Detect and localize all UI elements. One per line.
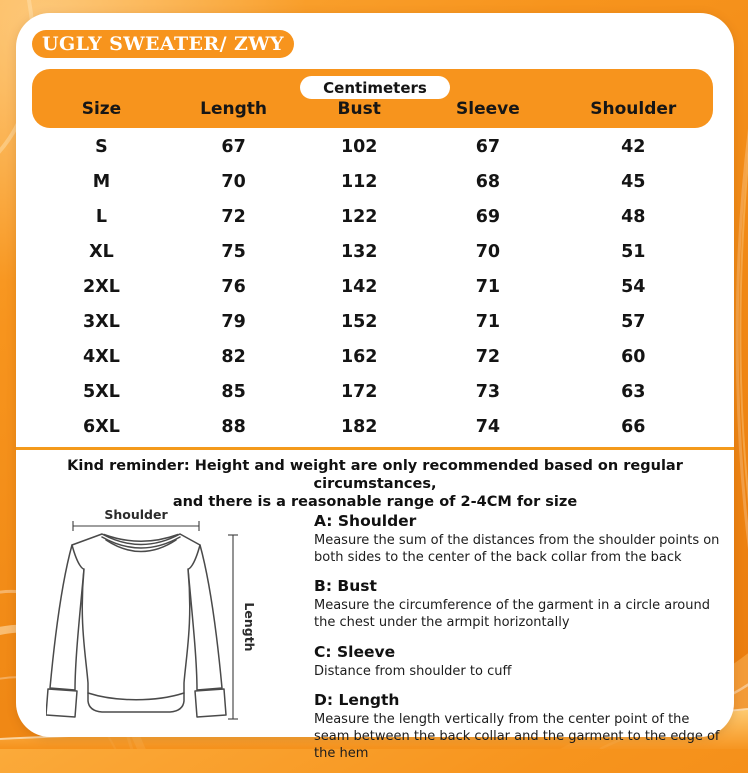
value-cell: 102: [340, 137, 378, 158]
value-cell: 73: [475, 381, 501, 402]
value-cell: 152: [340, 311, 378, 332]
reminder-note: [16, 457, 734, 511]
size-cell: L: [95, 207, 108, 228]
measurement-item: [314, 512, 720, 566]
measurement-heading: A: Shoulder: [314, 512, 417, 530]
measurement-description: Measure the circumference of the garment in a circle around the chest under the armpit horizontally: [314, 598, 710, 631]
table-row: [32, 235, 713, 270]
value-cell: 72: [475, 346, 501, 367]
size-cell: XL: [89, 242, 114, 263]
reminder-line-2: and there is a reasonable range of 2-4CM for size: [172, 494, 578, 510]
sweater-diagram: [46, 507, 302, 735]
value-cell: 63: [621, 381, 646, 402]
table-header: [32, 69, 713, 128]
measurement-description: Measure the length vertically from the center point of the seam between the back collar and the garment to the edge of the hem: [314, 711, 720, 762]
column-header-length: Length: [200, 99, 267, 119]
size-cell: M: [92, 172, 111, 193]
value-cell: 45: [621, 172, 646, 193]
value-cell: 132: [340, 242, 378, 263]
value-cell: 57: [621, 311, 646, 332]
value-cell: 60: [621, 346, 646, 367]
value-cell: 48: [621, 207, 646, 228]
value-cell: 85: [221, 381, 246, 402]
column-header-shoulder: Shoulder: [590, 99, 677, 119]
product-title-pill: [32, 30, 294, 58]
value-cell: 79: [221, 311, 246, 332]
value-cell: 67: [221, 137, 246, 158]
value-cell: 54: [621, 277, 646, 297]
table-row: [32, 165, 713, 200]
value-cell: 66: [621, 416, 646, 437]
table-row: [32, 304, 713, 339]
column-header-sleeve: Sleeve: [456, 99, 520, 119]
unit-badge-label: Centimeters: [323, 78, 427, 97]
measurement-heading: B: Bust: [314, 577, 377, 596]
value-cell: 68: [475, 172, 501, 193]
table-row: [32, 270, 713, 305]
value-cell: 76: [221, 277, 246, 297]
size-cell: 4XL: [83, 346, 120, 367]
column-header-size: Size: [81, 99, 122, 119]
value-cell: 72: [221, 207, 246, 228]
value-cell: 162: [340, 346, 378, 367]
size-cell: 5XL: [83, 381, 120, 402]
size-cell: 6XL: [83, 416, 120, 437]
measurement-description: Distance from shoulder to cuff: [314, 663, 512, 679]
measurement-heading: C: Sleeve: [314, 642, 396, 661]
value-cell: 82: [221, 346, 246, 367]
value-cell: 88: [221, 416, 246, 437]
table-row: [32, 339, 713, 374]
table-row: [32, 200, 713, 235]
value-cell: 172: [340, 381, 378, 402]
column-header-bust: Bust: [337, 99, 381, 119]
value-cell: 75: [221, 242, 246, 263]
value-cell: 70: [221, 172, 246, 193]
table-row: [32, 409, 713, 444]
value-cell: 70: [475, 242, 501, 263]
value-cell: 42: [621, 137, 646, 158]
value-cell: 142: [340, 277, 378, 297]
table-row: [32, 374, 713, 409]
value-cell: 71: [475, 311, 501, 332]
size-cell: 3XL: [83, 311, 120, 332]
value-cell: 182: [340, 416, 378, 437]
size-table-body: [32, 130, 713, 444]
length-dimension-label: Length: [242, 602, 257, 652]
value-cell: 122: [340, 207, 378, 228]
measurement-list: [314, 512, 720, 773]
shoulder-dimension-label: Shoulder: [104, 507, 168, 522]
value-cell: 112: [340, 172, 378, 193]
section-divider: [16, 447, 734, 450]
measurement-heading: D: Length: [314, 690, 400, 709]
value-cell: 71: [475, 277, 501, 297]
measurement-item: [314, 577, 720, 631]
value-cell: 51: [621, 242, 646, 263]
value-cell: 69: [475, 207, 501, 228]
measurement-description: Measure the sum of the distances from the shoulder points on both sides to the center of the back collar from the back: [314, 533, 720, 566]
measurement-item: [314, 643, 720, 680]
size-cell: 2XL: [83, 277, 120, 297]
size-chart-card: [16, 13, 734, 762]
table-header-row: [32, 95, 713, 123]
table-row: [32, 130, 713, 165]
product-title: UGLY SWEATER/ ZWY: [42, 33, 284, 55]
measurement-item: [314, 691, 720, 762]
value-cell: 67: [475, 137, 501, 158]
value-cell: 74: [475, 416, 501, 437]
reminder-line-1: Kind reminder: Height and weight are only recommended based on regular circumstances,: [67, 458, 683, 492]
size-cell: S: [95, 137, 108, 158]
